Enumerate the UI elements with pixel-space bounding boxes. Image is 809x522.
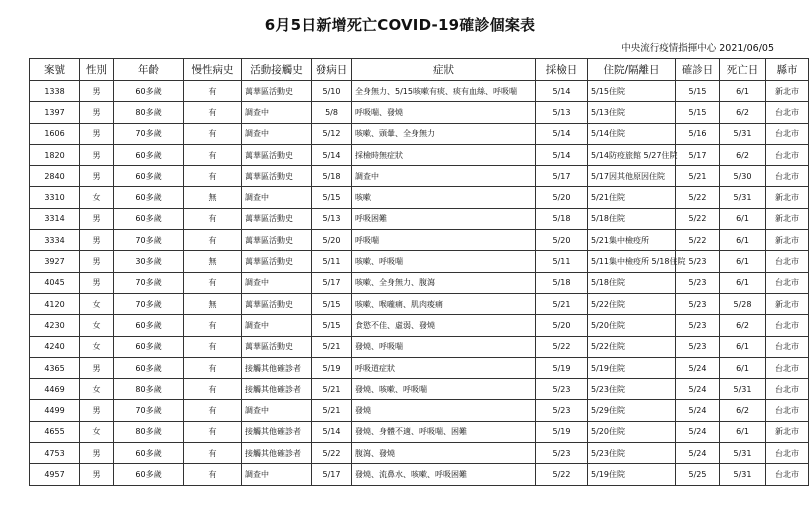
- cell-contact: 調查中: [242, 102, 312, 123]
- cell-test-date: 5/17: [536, 166, 588, 187]
- cell-onset: 5/14: [312, 144, 352, 165]
- cell-onset: 5/15: [312, 187, 352, 208]
- cell-confirm-date: 5/22: [676, 230, 720, 251]
- cell-chronic: 有: [184, 315, 242, 336]
- cell-contact: 調查中: [242, 464, 312, 485]
- cell-confirm-date: 5/24: [676, 400, 720, 421]
- cell-chronic: 有: [184, 357, 242, 378]
- cell-symptoms: 發燒、咳嗽、呼吸喘: [352, 379, 536, 400]
- cell-confirm-date: 5/24: [676, 443, 720, 464]
- cell-age: 60多歲: [114, 144, 184, 165]
- cell-confirm-date: 5/23: [676, 315, 720, 336]
- cell-symptoms: 咳嗽、頭暈、全身無力: [352, 123, 536, 144]
- cell-case-id: 3927: [30, 251, 80, 272]
- cell-case-id: 4240: [30, 336, 80, 357]
- cell-onset: 5/21: [312, 400, 352, 421]
- cell-hospital: 5/15住院: [588, 81, 676, 102]
- table-row: [30, 251, 809, 272]
- cell-case-id: 3314: [30, 208, 80, 229]
- cell-hospital: 5/14住院: [588, 123, 676, 144]
- col-header-hospital: 住院/隔離日: [588, 59, 676, 81]
- cell-city: 台北市: [766, 272, 809, 293]
- cell-hospital: 5/20住院: [588, 315, 676, 336]
- cell-confirm-date: 5/21: [676, 166, 720, 187]
- cell-test-date: 5/20: [536, 187, 588, 208]
- cell-confirm-date: 5/23: [676, 251, 720, 272]
- col-header-city: 縣市: [766, 59, 809, 81]
- cell-test-date: 5/19: [536, 357, 588, 378]
- cell-sex: 男: [80, 81, 114, 102]
- cell-sex: 男: [80, 443, 114, 464]
- cell-sex: 女: [80, 336, 114, 357]
- table-row: [30, 144, 809, 165]
- cell-onset: 5/12: [312, 123, 352, 144]
- cell-test-date: 5/18: [536, 272, 588, 293]
- cell-case-id: 1606: [30, 123, 80, 144]
- cell-test-date: 5/14: [536, 81, 588, 102]
- cell-symptoms: 咳嗽: [352, 187, 536, 208]
- cell-chronic: 有: [184, 421, 242, 442]
- cell-age: 70多歲: [114, 400, 184, 421]
- cell-contact: 調查中: [242, 123, 312, 144]
- cell-case-id: 4499: [30, 400, 80, 421]
- cell-contact: 萬華區活動史: [242, 251, 312, 272]
- cell-test-date: 5/20: [536, 230, 588, 251]
- cell-confirm-date: 5/23: [676, 293, 720, 314]
- cell-test-date: 5/22: [536, 464, 588, 485]
- cell-death-date: 6/1: [720, 357, 766, 378]
- cell-death-date: 6/1: [720, 230, 766, 251]
- cell-hospital: 5/19住院: [588, 357, 676, 378]
- cell-onset: 5/20: [312, 230, 352, 251]
- cell-case-id: 4753: [30, 443, 80, 464]
- cell-sex: 女: [80, 187, 114, 208]
- cell-death-date: 6/1: [720, 208, 766, 229]
- cell-age: 60多歲: [114, 336, 184, 357]
- cell-hospital: 5/18住院: [588, 208, 676, 229]
- cell-death-date: 5/31: [720, 464, 766, 485]
- cell-hospital: 5/17因其他原因住院: [588, 166, 676, 187]
- cell-death-date: 5/31: [720, 443, 766, 464]
- cell-contact: 調查中: [242, 315, 312, 336]
- cell-death-date: 5/30: [720, 166, 766, 187]
- cell-chronic: 有: [184, 144, 242, 165]
- cell-sex: 男: [80, 208, 114, 229]
- cell-chronic: 有: [184, 379, 242, 400]
- cell-onset: 5/15: [312, 315, 352, 336]
- cell-confirm-date: 5/24: [676, 357, 720, 378]
- cell-chronic: 有: [184, 81, 242, 102]
- cell-chronic: 無: [184, 187, 242, 208]
- cell-symptoms: 發燒、呼吸喘: [352, 336, 536, 357]
- cell-case-id: 2840: [30, 166, 80, 187]
- cell-hospital: 5/11集中檢疫所 5/18住院: [588, 251, 676, 272]
- cell-symptoms: 調查中: [352, 166, 536, 187]
- cell-age: 70多歲: [114, 272, 184, 293]
- cell-death-date: 6/2: [720, 144, 766, 165]
- table-row: [30, 102, 809, 123]
- cell-contact: 調查中: [242, 272, 312, 293]
- cell-test-date: 5/19: [536, 421, 588, 442]
- cell-chronic: 有: [184, 272, 242, 293]
- cell-confirm-date: 5/23: [676, 272, 720, 293]
- cell-test-date: 5/14: [536, 123, 588, 144]
- cell-sex: 男: [80, 102, 114, 123]
- cell-symptoms: 發燒、身體不適、呼吸喘、困難: [352, 421, 536, 442]
- cell-symptoms: 咳嗽、呼吸喘: [352, 251, 536, 272]
- cell-age: 80多歲: [114, 379, 184, 400]
- cell-contact: 接觸其他確診者: [242, 421, 312, 442]
- cell-sex: 男: [80, 357, 114, 378]
- cell-confirm-date: 5/15: [676, 102, 720, 123]
- cell-onset: 5/17: [312, 464, 352, 485]
- cell-city: 台北市: [766, 102, 809, 123]
- cell-test-date: 5/13: [536, 102, 588, 123]
- cell-contact: 萬華區活動史: [242, 81, 312, 102]
- table-row: [30, 315, 809, 336]
- cell-age: 60多歲: [114, 464, 184, 485]
- cell-onset: 5/22: [312, 443, 352, 464]
- cell-age: 30多歲: [114, 251, 184, 272]
- cell-chronic: 有: [184, 400, 242, 421]
- cell-age: 70多歲: [114, 123, 184, 144]
- cell-symptoms: 呼吸道症狀: [352, 357, 536, 378]
- cell-city: 台北市: [766, 443, 809, 464]
- table-row: [30, 421, 809, 442]
- cell-onset: 5/18: [312, 166, 352, 187]
- table-row: [30, 464, 809, 485]
- cell-hospital: 5/13住院: [588, 102, 676, 123]
- cell-hospital: 5/18住院: [588, 272, 676, 293]
- cell-confirm-date: 5/23: [676, 336, 720, 357]
- cell-sex: 男: [80, 230, 114, 251]
- cell-city: 新北市: [766, 293, 809, 314]
- table-row: [30, 208, 809, 229]
- col-header-age: 年齡: [114, 59, 184, 81]
- cell-symptoms: 咳嗽、全身無力、腹瀉: [352, 272, 536, 293]
- table-row: [30, 443, 809, 464]
- cell-contact: 萬華區活動史: [242, 144, 312, 165]
- cell-test-date: 5/23: [536, 400, 588, 421]
- cell-case-id: 4957: [30, 464, 80, 485]
- cell-hospital: 5/19住院: [588, 464, 676, 485]
- cell-contact: 接觸其他確診者: [242, 357, 312, 378]
- cell-test-date: 5/22: [536, 336, 588, 357]
- cell-hospital: 5/21住院: [588, 187, 676, 208]
- col-header-case: 案號: [30, 59, 80, 81]
- cell-hospital: 5/29住院: [588, 400, 676, 421]
- cell-death-date: 6/1: [720, 81, 766, 102]
- page-title: 6月5日新增死亡COVID-19確診個案表: [264, 16, 536, 34]
- cell-age: 70多歲: [114, 230, 184, 251]
- cell-city: 台北市: [766, 336, 809, 357]
- table-row: [30, 187, 809, 208]
- cell-onset: 5/17: [312, 272, 352, 293]
- cell-test-date: 5/18: [536, 208, 588, 229]
- agency-date: 中央流行疫情指揮中心 2021/06/05: [621, 43, 774, 54]
- cell-sex: 男: [80, 400, 114, 421]
- cell-city: 新北市: [766, 230, 809, 251]
- cell-test-date: 5/23: [536, 379, 588, 400]
- table-row: [30, 293, 809, 314]
- cell-chronic: 有: [184, 336, 242, 357]
- cell-symptoms: 食慾不佳、虛弱、發燒: [352, 315, 536, 336]
- table-row: [30, 230, 809, 251]
- table-row: [30, 166, 809, 187]
- cell-death-date: 6/1: [720, 336, 766, 357]
- cell-hospital: 5/20住院: [588, 421, 676, 442]
- cell-city: 台北市: [766, 251, 809, 272]
- table-row: [30, 379, 809, 400]
- cell-city: 新北市: [766, 81, 809, 102]
- cell-chronic: 有: [184, 123, 242, 144]
- cell-case-id: 3334: [30, 230, 80, 251]
- cell-city: 新北市: [766, 208, 809, 229]
- cell-confirm-date: 5/16: [676, 123, 720, 144]
- col-header-death: 死亡日: [720, 59, 766, 81]
- col-header-test: 採檢日: [536, 59, 588, 81]
- cell-death-date: 6/2: [720, 102, 766, 123]
- cell-contact: 接觸其他確診者: [242, 379, 312, 400]
- cell-onset: 5/8: [312, 102, 352, 123]
- cell-contact: 萬華區活動史: [242, 293, 312, 314]
- table-row: [30, 272, 809, 293]
- cell-test-date: 5/11: [536, 251, 588, 272]
- cases-table: [29, 58, 809, 486]
- cell-sex: 女: [80, 379, 114, 400]
- table-row: [30, 123, 809, 144]
- cell-hospital: 5/23住院: [588, 443, 676, 464]
- cell-hospital: 5/14防疫旅館 5/27住院: [588, 144, 676, 165]
- cell-confirm-date: 5/24: [676, 421, 720, 442]
- cell-age: 60多歲: [114, 166, 184, 187]
- cell-contact: 萬華區活動史: [242, 166, 312, 187]
- cell-city: 新北市: [766, 421, 809, 442]
- cell-onset: 5/15: [312, 293, 352, 314]
- cell-case-id: 4655: [30, 421, 80, 442]
- col-header-sex: 性別: [80, 59, 114, 81]
- cell-sex: 男: [80, 144, 114, 165]
- cell-case-id: 1338: [30, 81, 80, 102]
- cell-case-id: 4365: [30, 357, 80, 378]
- cell-age: 60多歲: [114, 187, 184, 208]
- cell-case-id: 4469: [30, 379, 80, 400]
- cell-test-date: 5/14: [536, 144, 588, 165]
- cell-case-id: 4230: [30, 315, 80, 336]
- cell-age: 60多歲: [114, 357, 184, 378]
- cell-symptoms: 呼吸喘、發燒: [352, 102, 536, 123]
- cell-city: 台北市: [766, 464, 809, 485]
- cell-case-id: 3310: [30, 187, 80, 208]
- cell-sex: 男: [80, 251, 114, 272]
- cell-death-date: 5/31: [720, 379, 766, 400]
- cell-hospital: 5/21集中檢疫所: [588, 230, 676, 251]
- table-row: [30, 81, 809, 102]
- cell-city: 台北市: [766, 400, 809, 421]
- cell-death-date: 6/2: [720, 315, 766, 336]
- cell-contact: 萬華區活動史: [242, 208, 312, 229]
- cell-hospital: 5/22住院: [588, 293, 676, 314]
- cell-chronic: 有: [184, 208, 242, 229]
- cell-city: 台北市: [766, 379, 809, 400]
- cell-contact: 調查中: [242, 187, 312, 208]
- col-header-contact: 活動接觸史: [242, 59, 312, 81]
- cell-age: 60多歲: [114, 81, 184, 102]
- cell-chronic: 有: [184, 464, 242, 485]
- cell-city: 台北市: [766, 123, 809, 144]
- header-row: [30, 59, 809, 81]
- cell-sex: 男: [80, 272, 114, 293]
- cell-case-id: 4045: [30, 272, 80, 293]
- cell-sex: 女: [80, 421, 114, 442]
- cell-symptoms: 腹瀉、發燒: [352, 443, 536, 464]
- cell-city: 台北市: [766, 166, 809, 187]
- cell-onset: 5/10: [312, 81, 352, 102]
- cell-confirm-date: 5/17: [676, 144, 720, 165]
- cell-sex: 男: [80, 464, 114, 485]
- cell-test-date: 5/21: [536, 293, 588, 314]
- cell-death-date: 5/31: [720, 123, 766, 144]
- cell-chronic: 有: [184, 443, 242, 464]
- col-header-confirm: 確診日: [676, 59, 720, 81]
- cell-test-date: 5/23: [536, 443, 588, 464]
- table-row: [30, 336, 809, 357]
- cell-sex: 男: [80, 123, 114, 144]
- cell-confirm-date: 5/25: [676, 464, 720, 485]
- cell-age: 80多歲: [114, 421, 184, 442]
- cell-confirm-date: 5/22: [676, 208, 720, 229]
- cell-confirm-date: 5/15: [676, 81, 720, 102]
- cell-death-date: 6/1: [720, 421, 766, 442]
- cell-contact: 接觸其他確診者: [242, 443, 312, 464]
- cell-city: 台北市: [766, 315, 809, 336]
- cell-onset: 5/13: [312, 208, 352, 229]
- col-header-chronic: 慢性病史: [184, 59, 242, 81]
- cell-onset: 5/11: [312, 251, 352, 272]
- cell-sex: 男: [80, 166, 114, 187]
- cell-age: 80多歲: [114, 102, 184, 123]
- cell-chronic: 無: [184, 251, 242, 272]
- cell-death-date: 5/28: [720, 293, 766, 314]
- cell-contact: 萬華區活動史: [242, 336, 312, 357]
- cell-age: 70多歲: [114, 293, 184, 314]
- cell-chronic: 無: [184, 293, 242, 314]
- table-row: [30, 400, 809, 421]
- cell-case-id: 1397: [30, 102, 80, 123]
- cell-contact: 調查中: [242, 400, 312, 421]
- cell-hospital: 5/22住院: [588, 336, 676, 357]
- cell-onset: 5/21: [312, 379, 352, 400]
- cell-chronic: 有: [184, 230, 242, 251]
- cell-chronic: 有: [184, 102, 242, 123]
- cell-death-date: 6/1: [720, 272, 766, 293]
- cell-confirm-date: 5/24: [676, 379, 720, 400]
- cell-death-date: 6/1: [720, 251, 766, 272]
- cell-chronic: 有: [184, 166, 242, 187]
- cell-onset: 5/19: [312, 357, 352, 378]
- cell-city: 台北市: [766, 144, 809, 165]
- cell-age: 60多歲: [114, 443, 184, 464]
- col-header-onset: 發病日: [312, 59, 352, 81]
- cell-symptoms: 全身無力、5/15咳嗽有痰、痰有血絲、呼吸喘: [352, 81, 536, 102]
- cell-city: 台北市: [766, 357, 809, 378]
- cell-death-date: 6/2: [720, 400, 766, 421]
- table-row: [30, 357, 809, 378]
- cell-contact: 萬華區活動史: [242, 230, 312, 251]
- cell-symptoms: 呼吸困難: [352, 208, 536, 229]
- cell-test-date: 5/20: [536, 315, 588, 336]
- cell-case-id: 4120: [30, 293, 80, 314]
- cell-symptoms: 發燒: [352, 400, 536, 421]
- cell-confirm-date: 5/22: [676, 187, 720, 208]
- cell-case-id: 1820: [30, 144, 80, 165]
- cell-sex: 女: [80, 315, 114, 336]
- col-header-symptoms: 症狀: [352, 59, 536, 81]
- cell-age: 60多歲: [114, 315, 184, 336]
- cell-hospital: 5/23住院: [588, 379, 676, 400]
- cell-symptoms: 咳嗽、喉嚨痛、肌肉痠痛: [352, 293, 536, 314]
- cell-onset: 5/21: [312, 336, 352, 357]
- cell-city: 新北市: [766, 187, 809, 208]
- cell-sex: 女: [80, 293, 114, 314]
- cell-symptoms: 採檢時無症狀: [352, 144, 536, 165]
- cell-age: 60多歲: [114, 208, 184, 229]
- cell-onset: 5/14: [312, 421, 352, 442]
- cell-symptoms: 發燒、流鼻水、咳嗽、呼吸困難: [352, 464, 536, 485]
- cell-symptoms: 呼吸喘: [352, 230, 536, 251]
- cell-death-date: 5/31: [720, 187, 766, 208]
